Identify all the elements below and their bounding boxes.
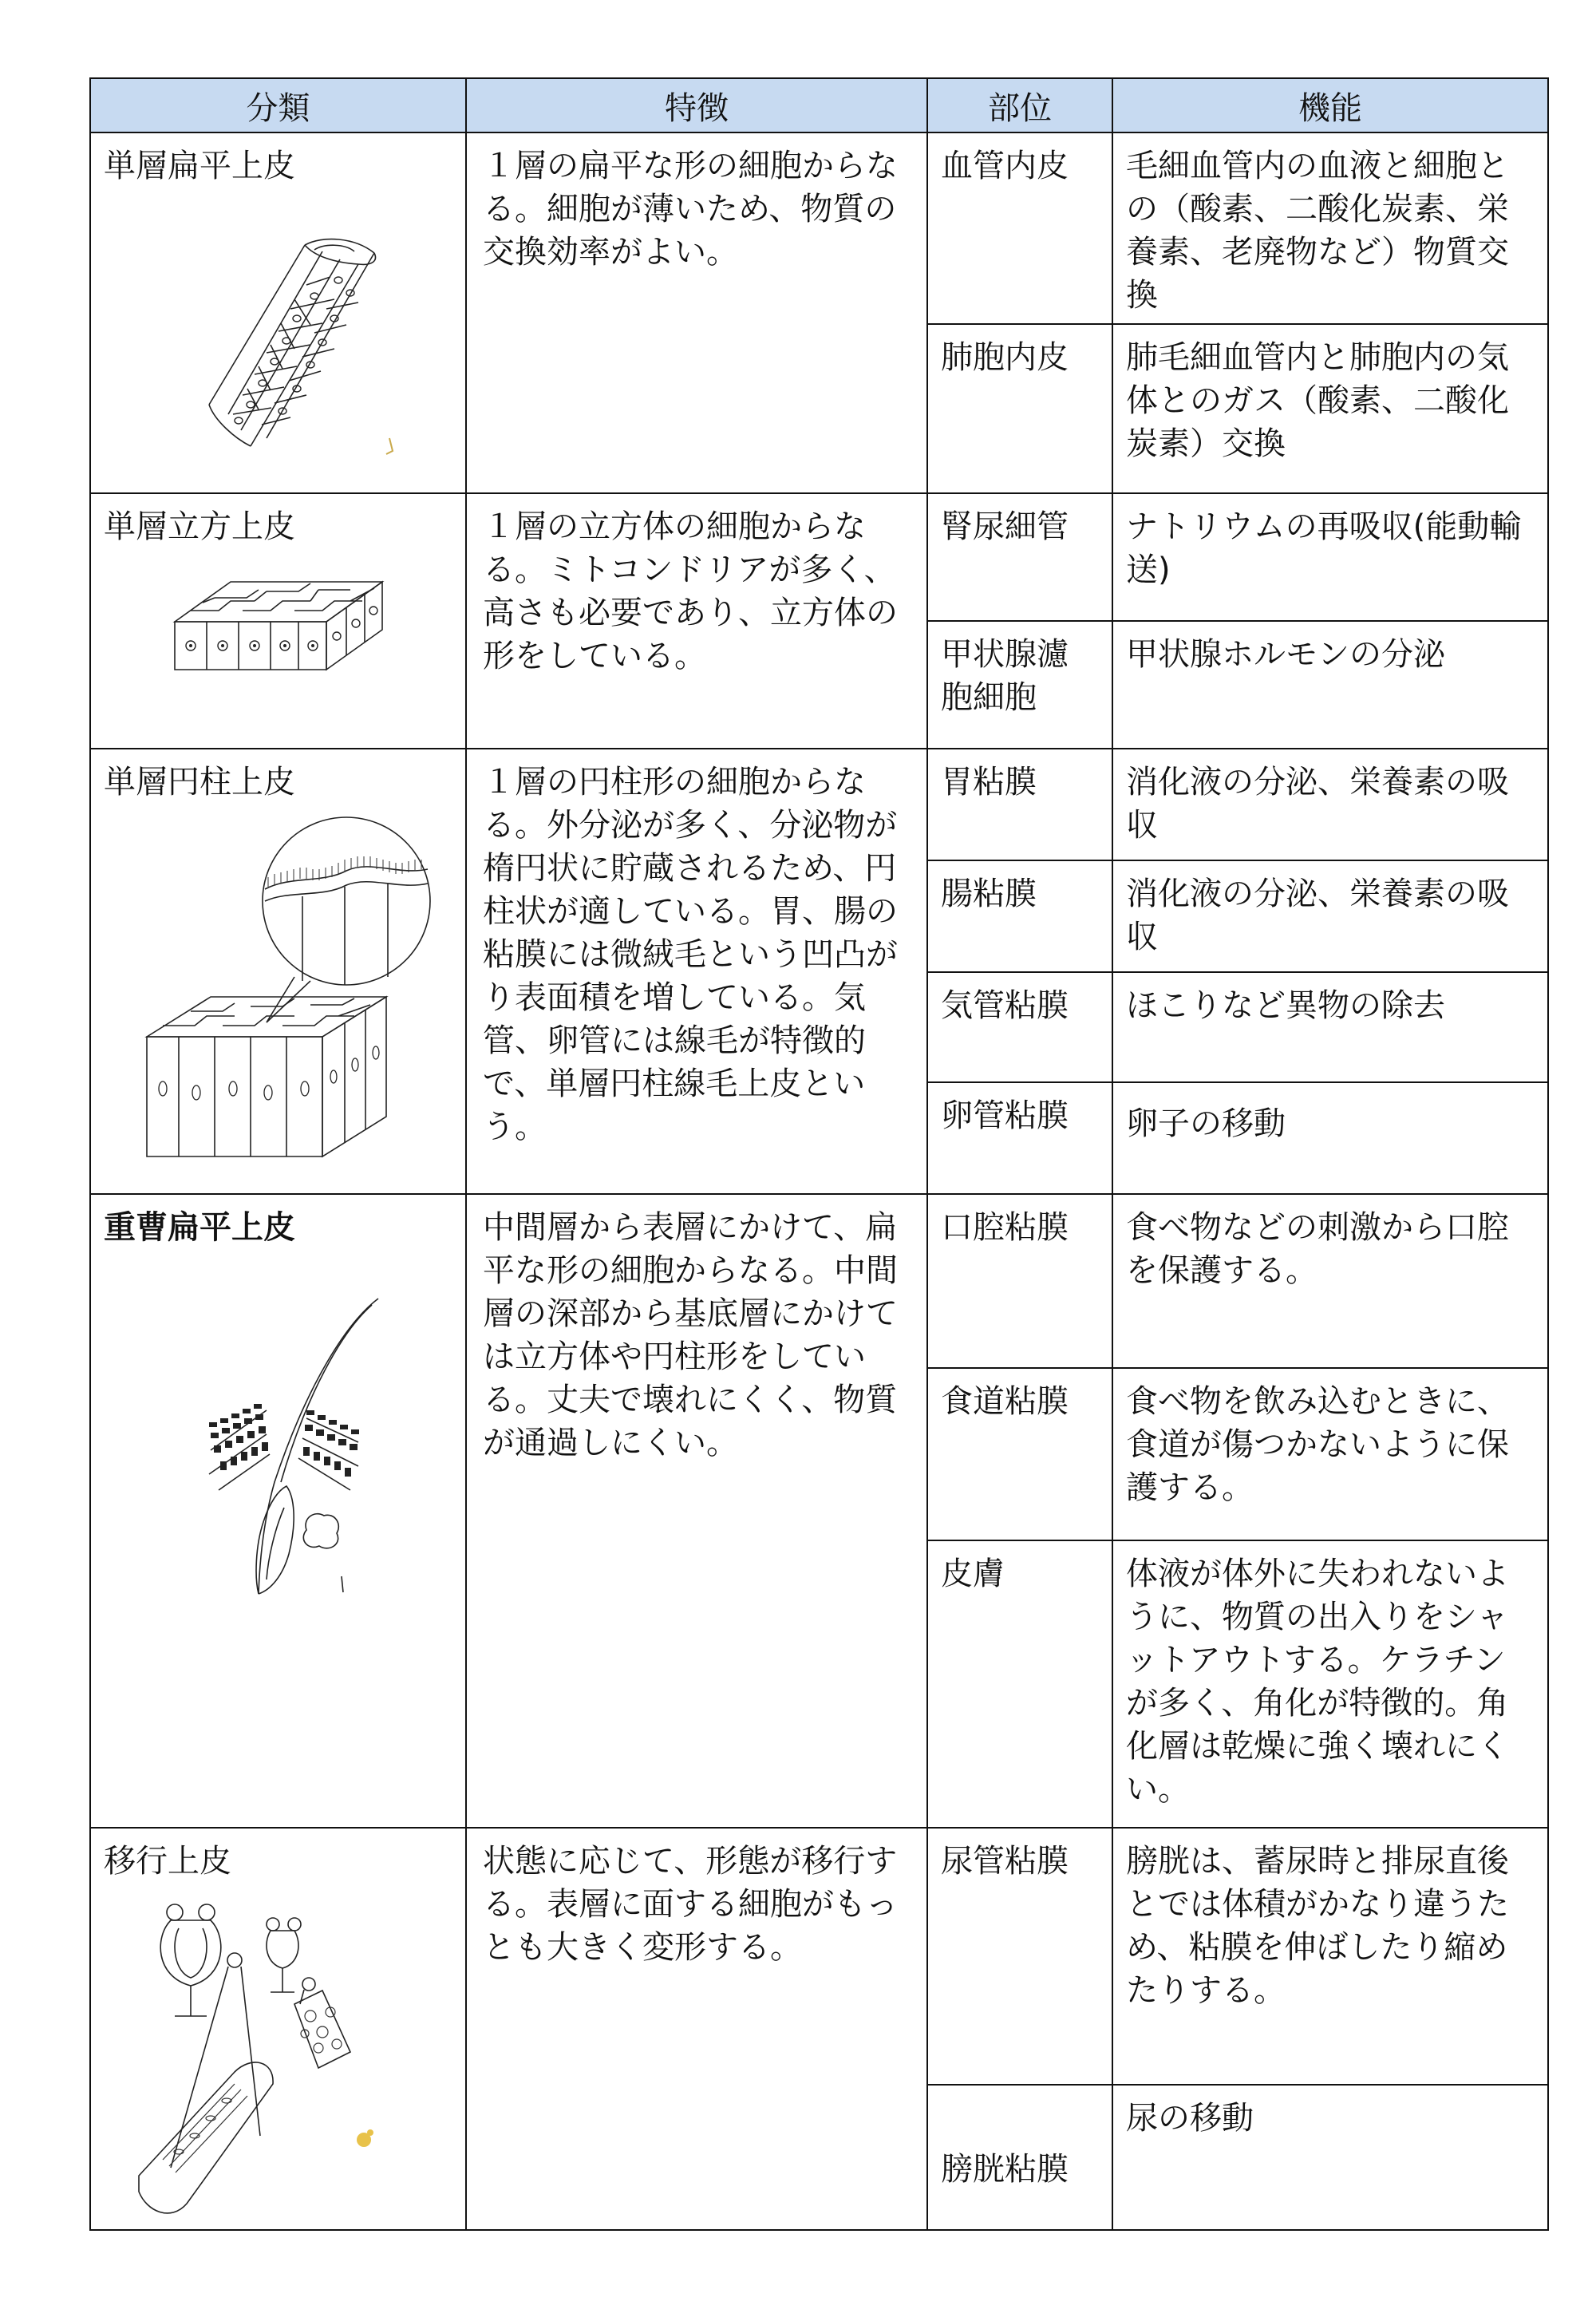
- site-cell: 胃粘膜: [927, 749, 1112, 860]
- class-label: 単層扁平上皮: [104, 148, 295, 184]
- site-cell: 腸粘膜: [927, 860, 1112, 972]
- feature-cell: １層の扁平な形の細胞からなる。細胞が薄いため、物質の交換効率がよい。: [466, 132, 927, 493]
- table-row: [90, 1828, 1548, 2085]
- class-label: 単層円柱上皮: [104, 764, 295, 801]
- table-row: [90, 1194, 1548, 1368]
- site-cell: 腎尿細管: [927, 493, 1112, 621]
- site-cell: 肺胞内皮: [927, 324, 1112, 493]
- class-label: 単層立方上皮: [104, 508, 295, 545]
- function-cell: 体液が体外に失われないように、物質の出入りをシャットアウトする。ケラチンが多く、角化が特徴的。角化層は乾燥に強く壊れにくい。: [1112, 1540, 1548, 1828]
- class-label: 重曹扁平上皮: [104, 1209, 295, 1246]
- function-cell: 消化液の分泌、栄養素の吸収: [1112, 749, 1548, 860]
- site-cell: 口腔粘膜: [927, 1194, 1112, 1368]
- site-cell: 膀胱粘膜: [927, 2085, 1112, 2230]
- epithelium-table-wrapper: [89, 77, 1547, 2231]
- site-cell: 気管粘膜: [927, 972, 1112, 1082]
- site-cell: 卵管粘膜: [927, 1082, 1112, 1194]
- site-cell: 甲状腺濾胞細胞: [927, 621, 1112, 749]
- stratified-squamous-hair-icon: [187, 1291, 394, 1610]
- function-cell: ほこりなど異物の除去: [1112, 972, 1548, 1082]
- feature-cell: 中間層から表層にかけて、扁平な形の細胞からなる。中間層の深部から基底層にかけては立方体や円柱形をしている。丈夫で壊れにくく、物質が通過しにくい。: [466, 1194, 927, 1828]
- site-cell: 尿管粘膜: [927, 1828, 1112, 2085]
- function-cell: 消化液の分泌、栄養素の吸収: [1112, 860, 1548, 972]
- class-cell: [90, 749, 466, 1194]
- function-cell: ナトリウムの再吸収(能動輸送): [1112, 493, 1548, 621]
- class-label: 移行上皮: [104, 1843, 231, 1880]
- function-cell: 食べ物などの刺激から口腔を保護する。: [1112, 1194, 1548, 1368]
- feature-cell: １層の円柱形の細胞からなる。外分泌が多く、分泌物が楕円状に貯蔵されるため、円柱状が適している。胃、腸の粘膜には微絨毛という凹凸がり表面積を増している。気管、卵管には線毛が特徴的で、単層円柱線毛上皮という。: [466, 749, 927, 1194]
- table-row: [90, 132, 1548, 324]
- function-cell: 食べ物を飲み込むときに、食道が傷つかないように保護する。: [1112, 1368, 1548, 1540]
- site-cell: 皮膚: [927, 1540, 1112, 1828]
- cuboidal-epithelium-icon: [167, 566, 390, 694]
- function-cell: 卵子の移動: [1112, 1082, 1548, 1194]
- header-function: 機能: [1112, 78, 1548, 132]
- class-cell: [90, 1828, 466, 2230]
- table-row: [90, 493, 1548, 621]
- columnar-epithelium-icon: [131, 813, 450, 1164]
- function-cell: 肺毛細血管内と肺胞内の気体とのガス（酸素、二酸化炭素）交換: [1112, 324, 1548, 493]
- squamous-epithelium-icon: [195, 229, 402, 461]
- transitional-epithelium-icon: [131, 1896, 466, 2232]
- feature-cell: 状態に応じて、形態が移行する。表層に面する細胞がもっとも大きく変形する。: [466, 1828, 927, 2230]
- table-row: [90, 749, 1548, 860]
- header-feature: 特徴: [466, 78, 927, 132]
- function-cell: 尿の移動: [1112, 2085, 1548, 2230]
- site-cell: 血管内皮: [927, 132, 1112, 324]
- function-cell: 甲状腺ホルモンの分泌: [1112, 621, 1548, 749]
- feature-cell: １層の立方体の細胞からなる。ミトコンドリアが多く、高さも必要であり、立方体の形をしている。: [466, 493, 927, 749]
- header-row: [90, 78, 1548, 132]
- function-cell: 膀胱は、蓄尿時と排尿直後とでは体積がかなり違うため、粘膜を伸ばしたり縮めたりする。: [1112, 1828, 1548, 2085]
- header-class: 分類: [90, 78, 466, 132]
- function-cell: 毛細血管内の血液と細胞との（酸素、二酸化炭素、栄養素、老廃物など）物質交換: [1112, 132, 1548, 324]
- site-cell: 食道粘膜: [927, 1368, 1112, 1540]
- class-cell: [90, 493, 466, 749]
- epithelium-table: [89, 77, 1549, 2231]
- header-site: 部位: [927, 78, 1112, 132]
- class-cell: [90, 1194, 466, 1828]
- class-cell: [90, 132, 466, 493]
